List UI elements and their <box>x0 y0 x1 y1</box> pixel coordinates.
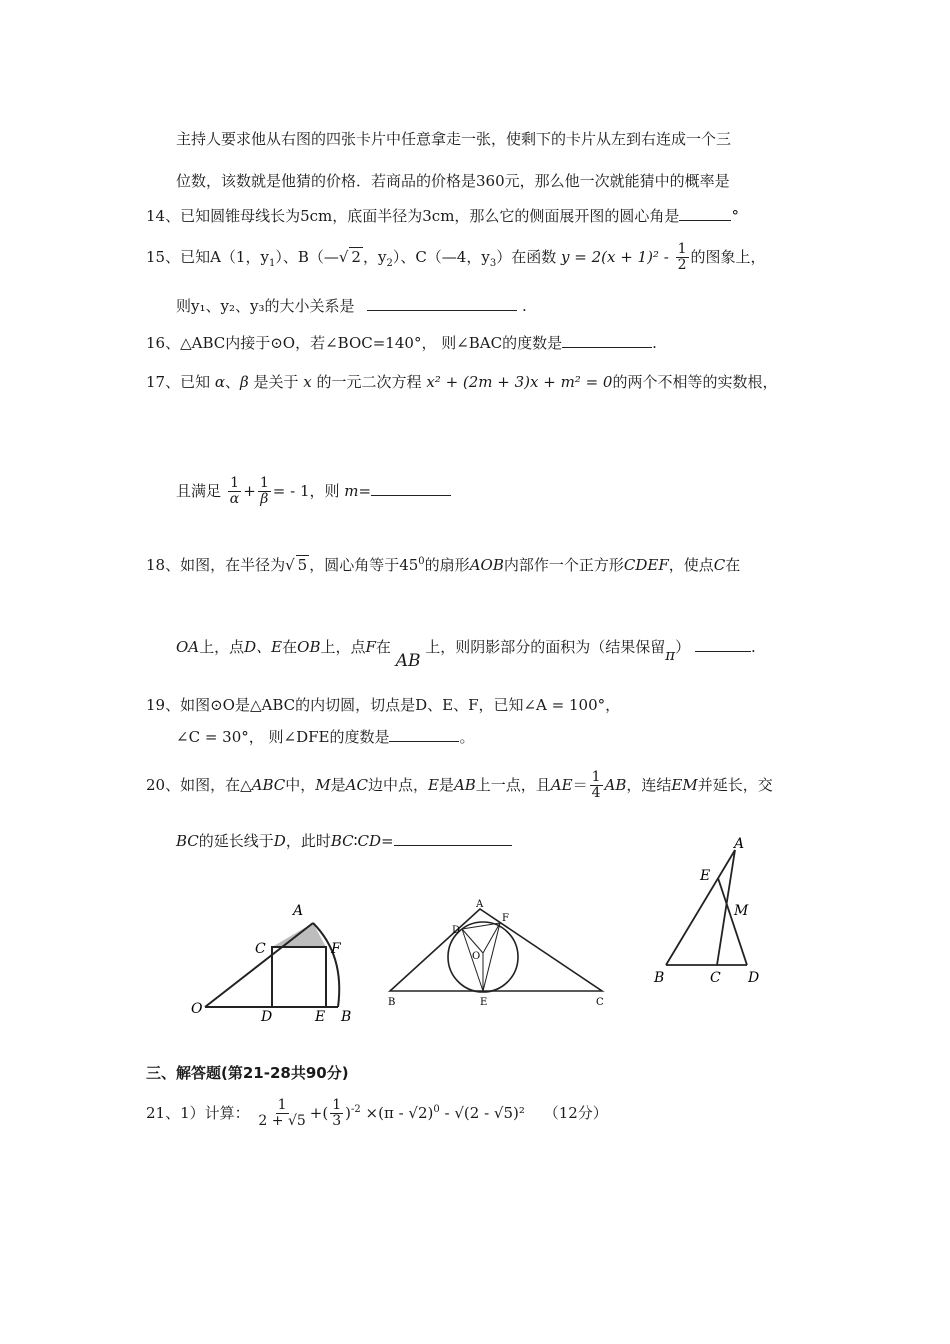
q18-part: 上，点 <box>320 638 366 656</box>
pi-symbol: π <box>665 646 676 664</box>
q20-part: ∶ <box>353 832 358 850</box>
fig2-label-D: D <box>452 925 461 936</box>
x-symbol: x <box>303 373 312 391</box>
q16-blank <box>562 333 652 348</box>
segment-CD: CD <box>357 832 382 850</box>
question-18: 18、如图，在半径为√ 5 ，圆心角等于$45^0$的扇形AOB内部作一个正方形CDEF，使点C在 <box>146 556 741 574</box>
segment-BC: BC <box>330 832 354 850</box>
fig1-label-O: O <box>191 1001 203 1017</box>
segment-BC: BC <box>176 832 199 850</box>
q20-part: 是 <box>330 775 346 794</box>
beta-symbol: β <box>240 373 249 391</box>
sqrt-5: 5 <box>297 556 308 574</box>
fig1-label-F: F <box>331 941 341 957</box>
point-M: M <box>315 775 331 794</box>
fig1-label-E: E <box>315 1009 326 1025</box>
q14-blank <box>679 206 731 221</box>
point-F: F <box>365 638 376 656</box>
point-C: C <box>713 556 726 574</box>
q20-part: 是 <box>438 775 454 794</box>
fig3-label-D: D <box>748 970 760 986</box>
eq-neg1: = - 1 <box>272 481 310 500</box>
fig1-label-B: B <box>341 1009 352 1025</box>
q17-prefix: 17、已知 <box>146 373 211 391</box>
fig1-label-A: A <box>293 903 304 919</box>
expr-end: - √(2 - √5)² <box>444 1103 525 1122</box>
arc-AB: AB <box>395 651 421 671</box>
q16-text: 16、△ABC内接于⊙O，若∠BOC=140°， 则∠BAC的度数是 <box>146 334 563 352</box>
point-E: E <box>427 775 439 794</box>
fraction-one-third: $\frac{1}{3}$ <box>332 1097 342 1130</box>
intro-line-1: 主持人要求他从右图的四张卡片中任意拿走一张，使剩下的卡片从左到右连成一个三 <box>176 130 732 148</box>
fig3-label-A: A <box>734 836 745 852</box>
q15-end: . <box>522 297 527 315</box>
q20-part: 中， <box>285 775 316 794</box>
q20-part: 的延长线于 <box>198 832 274 850</box>
fig2-label-E: E <box>480 997 488 1008</box>
q17-line2: 且满足 <box>176 481 222 500</box>
question-20-line-2 <box>176 830 512 851</box>
segment-OB: OB <box>297 638 321 656</box>
q18-end: . <box>750 638 756 656</box>
question-19: 19、如图⊙O是△ABC的内切圆，切点是D、E、F，已知∠A = 100°， <box>146 696 621 714</box>
fig3-label-C: C <box>710 970 721 986</box>
fig2-label-C: C <box>596 997 604 1008</box>
fig2-label-O: O <box>472 951 481 962</box>
sqrt-2: 2 <box>351 247 361 266</box>
figure-sector-square <box>185 895 385 1025</box>
question-17-line-2: 且满足 $\frac{1}{\alpha}$ + $\frac{1}{\beta}$ = - 1，则 m= <box>176 476 451 508</box>
q20-part: ＝ <box>572 775 588 794</box>
question-15: 15、已知A（1，$y_1$）、B（—√ 2 ，$y_2$）、C（—4，$y_3$）在函数 y = 2(x + 1)² - $\frac{1}{2}$ 的图象上， <box>146 241 766 274</box>
q17-blank <box>371 481 451 496</box>
segment-AB: AB <box>604 775 627 794</box>
q21-score: （12分） <box>543 1103 608 1122</box>
question-17: 17、已知 α、β 是关于 x 的一元二次方程 x² + (2m + 3)x + m² = 0的两个不相等的实数根， <box>146 373 778 391</box>
q15-part: ）、C（—4，y <box>392 247 490 266</box>
q15-prefix: 15、已知A（1，y <box>146 247 269 266</box>
square-CDEF: CDEF <box>623 556 669 574</box>
q14-text: 14、已知圆锥母线长为5cm，底面半径为3cm，那么它的侧面展开图的圆心角是 <box>146 207 680 225</box>
q20-part: 20、如图，在△ <box>146 775 252 794</box>
fraction-1-over-2-plus-sqrt5: $\frac{1}{2 + √5}$ <box>258 1097 306 1130</box>
function-expr: y = 2(x + 1)² - <box>561 247 669 266</box>
q17-mid: ，则 <box>309 481 340 500</box>
intro-line-2: 位数，该数就是他猜的价格．若商品的价格是360元，那么他一次就能猜中的概率是 <box>176 172 730 190</box>
fig1-label-D: D <box>261 1009 273 1025</box>
q18-part: 上，点 <box>199 638 245 656</box>
q18-part: ，使点 <box>668 556 714 574</box>
fig1-label-C: C <box>255 941 266 957</box>
q20-part: ，连结 <box>626 775 672 794</box>
fraction-quarter: $\frac{1}{4}$ <box>591 769 601 802</box>
q19-tail: 。 <box>459 728 475 746</box>
section-3-title: 三、解答题(第21-28共90分) <box>146 1064 349 1082</box>
q15-tail: 的图象上， <box>690 247 766 266</box>
triangle-ABC: ABC <box>251 775 286 794</box>
fraction-1-beta: $\frac{1}{\beta}$ <box>259 475 269 508</box>
q18-part: 上，则阴影部分的面积为（结果保留 <box>425 638 666 656</box>
q15-blank <box>367 296 517 311</box>
q20-part: 上一点，且 <box>475 775 551 794</box>
exponent-neg2: -2 <box>351 1103 361 1115</box>
question-15-line-2 <box>176 295 527 316</box>
question-14 <box>146 205 739 226</box>
exponent-zero: 0 <box>433 1103 440 1115</box>
question-16 <box>146 332 657 353</box>
q20-part: ，此时 <box>285 832 331 850</box>
sector-AOB: AOB <box>469 556 504 574</box>
q18-part: 在 <box>282 638 298 656</box>
q18-part: ） <box>675 638 691 656</box>
points-DE: D、E <box>244 638 283 656</box>
q19-line2: ∠C = 30°， 则∠DFE的度数是 <box>176 728 390 746</box>
fraction-half: $\frac{1}{2}$ <box>677 241 687 274</box>
segment-EM: EM <box>671 775 698 794</box>
m-symbol: m <box>344 481 359 500</box>
q20-blank <box>394 831 512 846</box>
fig3-label-M: M <box>734 903 749 919</box>
q20-part: = <box>381 832 394 850</box>
figure-triangle-median <box>650 832 770 987</box>
q16-tail: . <box>652 334 657 352</box>
q18-part: 内部作一个正方形 <box>503 556 624 574</box>
fraction-1-alpha: $\frac{1}{\alpha}$ <box>229 475 240 508</box>
q15-part: ）、B（— <box>275 247 339 266</box>
quadratic-equation: x² + (2m + 3)x + m² = 0 <box>426 373 613 391</box>
q18-part: ，圆心角等于45 <box>309 556 419 574</box>
degree-zero: 0 <box>418 556 425 567</box>
segment-AB: AB <box>453 775 476 794</box>
question-20 <box>146 770 773 802</box>
segment-OA: OA <box>176 638 200 656</box>
question-19-line-2 <box>176 726 474 747</box>
q20-part: 并延长，交 <box>697 775 773 794</box>
q18-part: 的扇形 <box>424 556 470 574</box>
fig2-label-A: A <box>476 899 484 910</box>
q21-prefix: 21、1）计算： <box>146 1103 250 1122</box>
q15-part: ）在函数 <box>496 247 557 266</box>
figure-incircle <box>380 895 620 1015</box>
q20-part: 边中点， <box>367 775 428 794</box>
q15-part: ，y <box>362 247 387 266</box>
q18-text: 18、如图，在半径为 <box>146 556 286 574</box>
q19-blank <box>389 727 459 742</box>
point-D: D <box>273 832 286 850</box>
q15-line2: 则y₁、y₂、y₃的大小关系是 <box>176 297 355 315</box>
fig2-label-F: F <box>502 913 509 924</box>
q17-tail: 的两个不相等的实数根， <box>612 373 778 391</box>
q17-mid1: 是关于 <box>253 373 299 391</box>
fig3-label-E: E <box>700 868 711 884</box>
alpha-symbol: α <box>214 373 226 391</box>
segment-AC: AC <box>345 775 368 794</box>
question-21: 21、1）计算： $\frac{1}{2 + √5}$ +( $\frac{1}{3}$ )$^{-2}$ ×(π - √2)$^0$ - √(2 - √5)² （12分） <box>146 1097 608 1130</box>
expr-middle: ×(π - √2) <box>365 1103 434 1122</box>
q17-eq: = <box>358 481 372 500</box>
q18-part: 在 <box>725 556 741 574</box>
fig3-label-B: B <box>654 970 665 986</box>
q17-mid2: 的一元二次方程 <box>316 373 422 391</box>
q14-tail: ° <box>731 207 739 225</box>
question-18-line-2 <box>176 636 756 671</box>
fig2-label-B: B <box>388 997 396 1008</box>
q18-part: 在 <box>375 638 391 656</box>
q18-blank <box>695 637 751 652</box>
segment-AE: AE <box>550 775 573 794</box>
